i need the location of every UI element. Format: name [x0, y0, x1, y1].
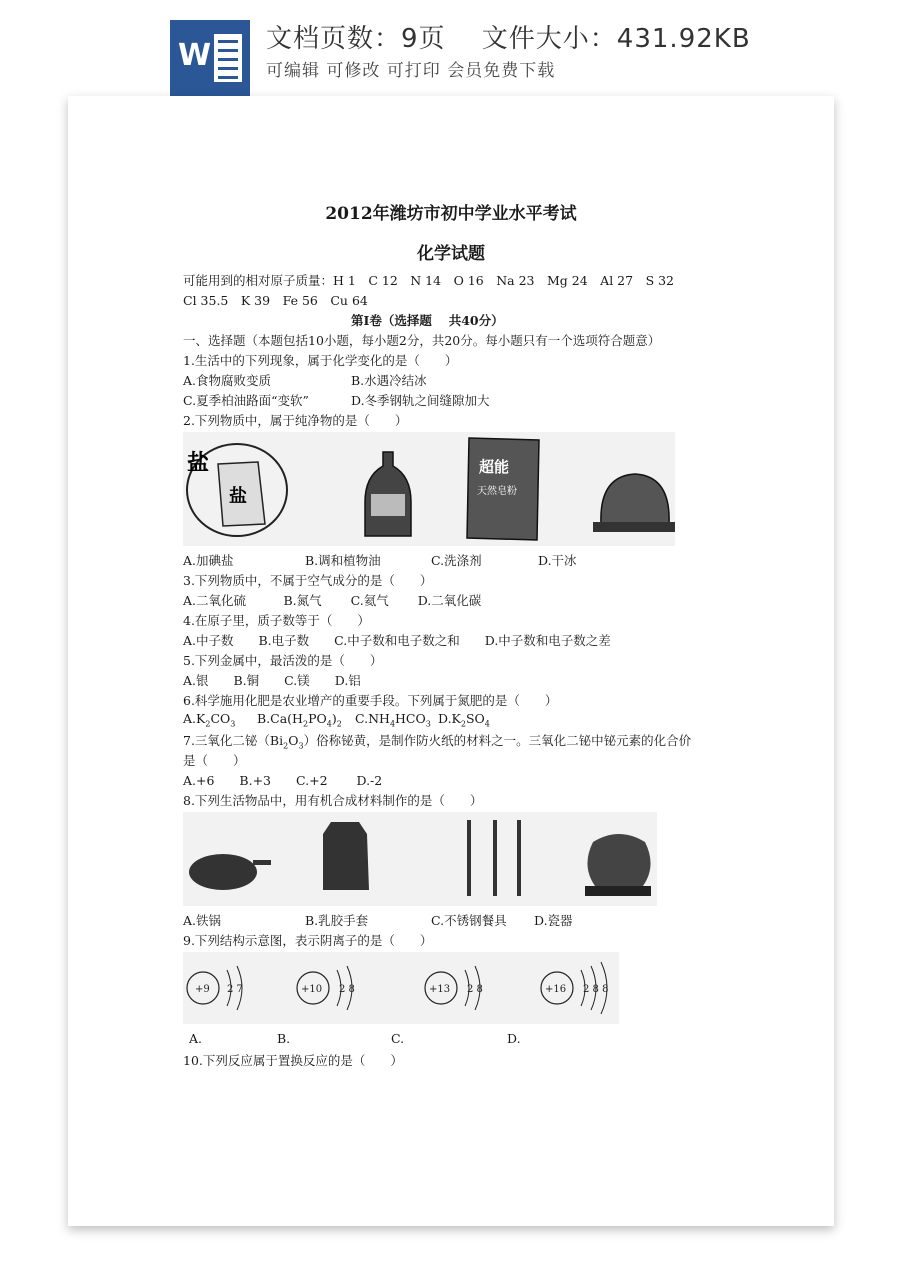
question-4: 4.在原子里，质子数等于（ ）: [183, 613, 370, 628]
q9-option-a: A.: [189, 1031, 203, 1046]
instructions: 一、选择题（本题包括10小题，每小题2分，共20分。每小题只有一个选项符合题意）: [183, 333, 661, 348]
question-1: 1.生活中的下列现象，属于化学变化的是（ ）: [183, 353, 458, 368]
exam-subtitle: 化学试题: [417, 244, 485, 264]
q9-electrons-a: 2 7: [227, 984, 243, 995]
q2-option-b: B.调和植物油: [305, 553, 381, 568]
section-heading: 第Ⅰ卷（选择题 共40分）: [351, 313, 504, 328]
q1-option-c: C.夏季柏油路面“变软”: [183, 393, 309, 408]
question-2: 2.下列物质中，属于纯净物的是（ ）: [183, 413, 408, 428]
q2-salt-package-label: 盐: [229, 486, 247, 507]
q9-nucleus-d: +16: [545, 984, 567, 995]
question-6: 6.科学施用化肥是农业增产的重要手段。下列属于氮肥的是（ ）: [183, 693, 558, 708]
file-info-features: 可编辑 可修改 可打印 会员免费下载: [266, 61, 556, 81]
q2-product-drawing: [183, 432, 675, 546]
q9-option-c: C.: [391, 1031, 405, 1046]
q6-option-b: $B.Ca(H_2PO_4)_2$: [257, 711, 342, 729]
question-8: 8.下列生活物品中，用有机合成材料制作的是（ ）: [183, 793, 483, 808]
q8-option-d: D.瓷器: [534, 913, 573, 928]
q9-structure-diagrams: [183, 952, 619, 1024]
document-page: [68, 96, 834, 1226]
q2-option-c: C.洗涤剂: [431, 553, 482, 568]
q9-electrons-c: 2 8: [467, 984, 483, 995]
q6-option-d: $D.K_2SO_4$: [438, 711, 490, 729]
q1-option-b: B.水遇冷结冰: [351, 373, 427, 388]
atomic-mass-line-2: Cl 35.5 K 39 Fe 56 Cu 64: [183, 293, 368, 308]
q8-item-images: [183, 812, 657, 906]
q3-options: A.二氧化硫 B.氮气 C.氦气 D.二氧化碳: [183, 593, 482, 608]
q5-options: A.银 B.铜 C.镁 D.铝: [183, 673, 361, 688]
document-lines-icon: [214, 34, 242, 82]
exam-title: 2012年潍坊市初中学业水平考试: [325, 204, 577, 224]
q2-option-d: D.干冰: [538, 553, 577, 568]
question-7-line-2: 是（ ）: [183, 753, 246, 768]
q2-option-a: A.加碘盐: [183, 553, 234, 568]
q9-option-b: B.: [277, 1031, 291, 1046]
q2-product-images: [183, 432, 675, 546]
q9-electrons-b: 2 8: [339, 984, 355, 995]
q2-salt-label: 盐: [187, 450, 210, 476]
header: [0, 0, 900, 100]
q9-atom-diagrams: [183, 952, 619, 1024]
q8-option-a: A.铁锅: [183, 913, 222, 928]
question-3: 3.下列物质中，不属于空气成分的是（ ）: [183, 573, 433, 588]
q9-electrons-d: 2 8 8: [583, 984, 609, 995]
q9-option-d: D.: [507, 1031, 521, 1046]
q6-option-c: $C.NH_4HCO_3$: [355, 711, 431, 729]
question-5: 5.下列金属中，最活泼的是（ ）: [183, 653, 383, 668]
q8-items-drawing: [183, 812, 657, 906]
question-7: 7.三氧化二铋$(Bi_2O_3)$俗称铋黄，是制作防火纸的材料之一。三氧化二铋中铋元素的化合价: [183, 733, 692, 751]
q1-option-a: A.食物腐败变质: [183, 373, 272, 388]
word-letter: W: [178, 38, 212, 73]
file-info-title: 文档页数：9页 文件大小：431.92KB: [266, 24, 751, 54]
q8-option-b: B.乳胶手套: [305, 913, 369, 928]
atomic-mass-line-1: 可能用到的相对原子质量：H 1 C 12 N 14 O 16 Na 23 Mg 24 Al 27 S 32: [183, 273, 675, 288]
question-9: 9.下列结构示意图，表示阴离子的是（ ）: [183, 933, 433, 948]
question-10: 10.下列反应属于置换反应的是（ ）: [183, 1053, 403, 1068]
q7-options: A.+6 B.+3 C.+2 D.-2: [183, 773, 383, 788]
word-document-icon: [170, 20, 250, 96]
q4-options: A.中子数 B.电子数 C.中子数和电子数之和 D.中子数和电子数之差: [183, 633, 611, 648]
q9-nucleus-c: +13: [429, 984, 451, 995]
q2-detergent-brand: 超能: [479, 458, 510, 476]
q9-nucleus-b: +10: [301, 984, 323, 995]
q9-nucleus-a: +9: [195, 984, 210, 995]
q6-option-a: $A.K_2CO_3$: [183, 711, 236, 729]
q1-option-d: D.冬季钢轨之间缝隙加大: [351, 393, 490, 408]
q8-option-c: C.不锈钢餐具: [431, 913, 507, 928]
q2-detergent-label: 天然皂粉: [477, 486, 517, 497]
